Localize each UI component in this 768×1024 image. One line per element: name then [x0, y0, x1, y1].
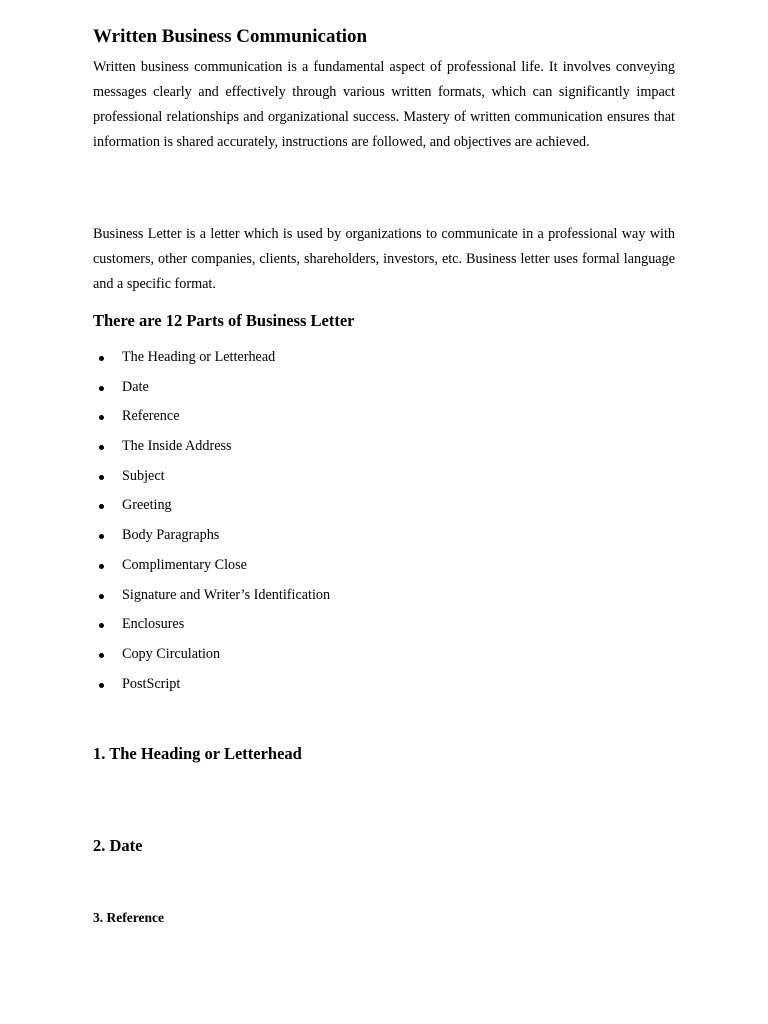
- bullet-icon: [99, 504, 104, 509]
- list-item: [93, 343, 330, 373]
- business-letter-paragraph: Business Letter is a letter which is used by organizations to communicate in a professional way with customers, other companies, clients, shareholders, investors, etc. Business letter uses formal language and a specific format.: [93, 226, 675, 292]
- list-item: [93, 432, 330, 462]
- list-item: [93, 491, 330, 521]
- bullet-icon: [99, 623, 104, 628]
- list-item: [93, 521, 330, 551]
- bullet-icon: [99, 386, 104, 391]
- list-item-label: Enclosures: [122, 616, 185, 633]
- list-item-label: Reference: [122, 408, 180, 425]
- list-item-label: Greeting: [122, 497, 172, 514]
- list-item-label: The Inside Address: [122, 438, 232, 455]
- bullet-icon: [99, 445, 104, 450]
- bullet-icon: [99, 564, 104, 569]
- bullet-icon: [99, 415, 104, 420]
- list-item: [93, 402, 330, 432]
- list-item: [93, 640, 330, 670]
- list-item: [93, 581, 330, 611]
- list-item-label: Subject: [122, 467, 165, 484]
- bullet-icon: [99, 683, 104, 688]
- bullet-icon: [99, 653, 104, 658]
- bullet-icon: [99, 594, 104, 599]
- list-item-label: Signature and Writer’s Identification: [122, 586, 331, 603]
- section-heading-reference: 3. Reference: [93, 910, 164, 925]
- list-item-label: Date: [122, 378, 149, 395]
- bullet-icon: [99, 475, 104, 480]
- list-item-label: Body Paragraphs: [122, 527, 220, 544]
- bullet-icon: [99, 534, 104, 539]
- list-item: [93, 610, 330, 640]
- list-item: [93, 670, 330, 700]
- parts-heading: There are 12 Parts of Business Letter: [93, 311, 355, 330]
- section-heading-letterhead: 1. The Heading or Letterhead: [93, 744, 302, 763]
- parts-list: [93, 343, 330, 699]
- document-title: Written Business Communication: [93, 26, 368, 47]
- list-item-label: The Heading or Letterhead: [122, 349, 276, 365]
- bullet-icon: [99, 356, 104, 361]
- intro-paragraph: Written business communication is a fundamental aspect of professional life. It involves conveying messages clearly and effectively through various written formats, which can significantly impact professional relationships and organizational success. Mastery of written communication ensures that information is shared accurately, instructions are followed, and objectives are achieved.: [93, 59, 675, 150]
- list-item-label: Complimentary Close: [122, 556, 247, 573]
- list-item: [93, 373, 330, 403]
- section-heading-date: 2. Date: [93, 836, 143, 855]
- list-item-label: Copy Circulation: [122, 645, 221, 662]
- list-item-label: PostScript: [122, 675, 181, 692]
- list-item: [93, 462, 330, 492]
- list-item: [93, 551, 330, 581]
